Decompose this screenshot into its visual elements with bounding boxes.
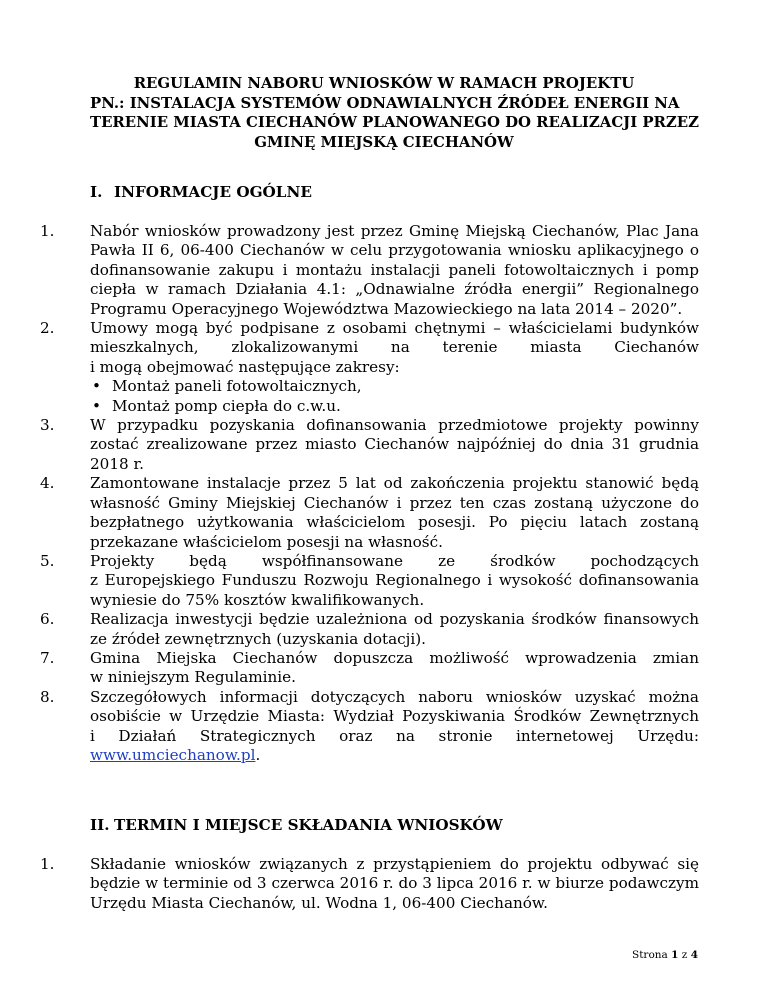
list-item	[40, 416, 699, 474]
bullet-text: Montaż pomp ciepła do c.w.u.	[112, 396, 341, 415]
bullet-text: Montaż paneli fotowoltaicznych,	[112, 377, 362, 396]
item-text-line: Urzędu Miasta Ciechanów, ul. Wodna 1, 06-400 Ciechanów.	[90, 893, 548, 912]
footer-prefix: Strona	[632, 949, 668, 961]
item-text-line: ciepła w ramach Działania 4.1: „Odnawialne źródła energii” Regionalnego	[90, 280, 699, 299]
section-number: I.	[90, 183, 103, 201]
item-text-line: Umowy mogą być podpisane z osobami chętnymi – właścicielami budynków	[90, 319, 699, 338]
page-footer	[632, 946, 698, 965]
list-item	[40, 688, 699, 766]
item-text-line: Składanie wniosków związanych z przystąpieniem do projektu odbywać się	[90, 855, 699, 873]
section-title: INFORMACJE OGÓLNE	[114, 183, 312, 201]
item-text-line: przekazane właścicielom posesji na własność.	[90, 532, 443, 551]
item-text-line: w niniejszym Regulaminie.	[90, 668, 296, 687]
item-text-line: Gmina Miejska Ciechanów dopuszcza możliwość wprowadzenia zmian	[90, 648, 699, 667]
list-item	[40, 474, 699, 552]
item-text-line: i mogą obejmować następujące zakresy:	[90, 357, 400, 376]
item-text-line: Projekty będą współfinansowane ze środków pochodzących	[90, 551, 699, 570]
item-text-line: będzie w terminie od 3 czerwca 2016 r. do 3 lipca 2016 r. w biurze podawczym	[90, 874, 699, 893]
item-number: 1.	[40, 222, 55, 240]
item-text-line: W przypadku pozyskania dofinansowania przedmiotowe projekty powinny	[90, 416, 699, 435]
title-line: REGULAMIN NABORU WNIOSKÓW W RAMACH PROJEKTU	[133, 74, 635, 92]
title-line: PN.: INSTALACJA SYSTEMÓW ODNAWIALNYCH ŹRÓDEŁ ENERGII NA	[90, 93, 680, 112]
item-number: 7.	[40, 648, 55, 667]
item-text-line: bezpłatnego użytkowania właścicielom posesji. Po pięciu latach zostaną	[90, 513, 699, 532]
item-text-line: wyniesie do 75% kosztów kwalifikowanych.	[90, 590, 425, 609]
document-title	[90, 74, 700, 152]
item-text-line: ze źródeł zewnętrznych (uzyskania dotacji).	[90, 629, 426, 648]
bullet-item	[90, 377, 699, 396]
list-item	[40, 610, 699, 649]
section-heading-1	[90, 183, 312, 202]
bullet-icon: •	[92, 396, 101, 415]
footer-page-total: 4	[690, 949, 698, 961]
section-heading-2	[90, 816, 503, 835]
deadline-list	[40, 855, 699, 913]
item-text-line: mieszkalnych, zlokalizowanymi na terenie miasta Ciechanów	[90, 338, 699, 357]
title-line: GMINĘ MIEJSKĄ CIECHANÓW	[254, 132, 514, 151]
item-text-line: Szczegółowych informacji dotyczących naboru wniosków uzyskać można	[90, 687, 699, 706]
item-number: 2.	[40, 319, 55, 338]
link-period: .	[255, 745, 261, 764]
item-text-line: Zamontowane instalacje przez 5 lat od zakończenia projektu stanowić będą	[90, 474, 699, 493]
list-item	[40, 649, 699, 688]
footer-page-number: 1	[671, 949, 679, 961]
bullet-item	[90, 397, 699, 416]
section-number: II.	[90, 816, 110, 834]
item-text-line: i Działań Strategicznych oraz na stronie internetowej Urzędu:	[90, 726, 699, 745]
item-text-line: 2018 r.	[90, 454, 144, 473]
item-text-line: osobiście w Urzędzie Miasta: Wydział Pozyskiwania Środków Zewnętrznych	[90, 707, 699, 726]
item-text-line: Realizacja inwestycji będzie uzależniona od pozyskania środków finansowych	[90, 610, 699, 629]
item-text-line: z Europejskiego Funduszu Rozwoju Regionalnego i wysokość dofinansowania	[90, 571, 699, 590]
item-number: 4.	[40, 474, 55, 493]
item-text-line: Nabór wniosków prowadzony jest przez Gminę Miejską Ciechanów, Plac Jana	[90, 222, 699, 240]
item-number: 5.	[40, 551, 55, 570]
bullet-icon: •	[92, 377, 101, 396]
item-number: 1.	[40, 855, 55, 873]
list-item	[40, 855, 699, 913]
item-text-line: Pawła II 6, 06-400 Ciechanów w celu przygotowania wniosku aplikacyjnego o	[90, 241, 699, 260]
item-number: 6.	[40, 610, 55, 629]
section-title: TERMIN I MIEJSCE SKŁADANIA WNIOSKÓW	[114, 816, 503, 834]
footer-separator: z	[681, 949, 688, 961]
item-number: 8.	[40, 687, 55, 706]
list-item	[40, 222, 699, 319]
item-text-line: zostać zrealizowane przez miasto Ciechanów najpóźniej do dnia 31 grudnia	[90, 435, 699, 454]
title-line: TERENIE MIASTA CIECHANÓW PLANOWANEGO DO REALIZACJI PRZEZ	[90, 113, 700, 132]
item-number: 3.	[40, 416, 55, 435]
general-info-list	[40, 222, 699, 765]
list-item	[40, 319, 699, 416]
item-text-line: własność Gminy Miejskiej Ciechanów i przez ten czas zostaną użyczone do	[90, 493, 699, 512]
item-text-line: dofinansowanie zakupu i montażu instalacji paneli fotowoltaicznych i pomp	[90, 260, 699, 279]
website-link[interactable]: www.umciechanow.pl	[90, 745, 256, 764]
list-item	[40, 552, 699, 610]
item-text-line: Programu Operacyjnego Województwa Mazowieckiego na lata 2014 – 2020”.	[90, 299, 683, 318]
scope-bullet-list	[90, 377, 699, 416]
